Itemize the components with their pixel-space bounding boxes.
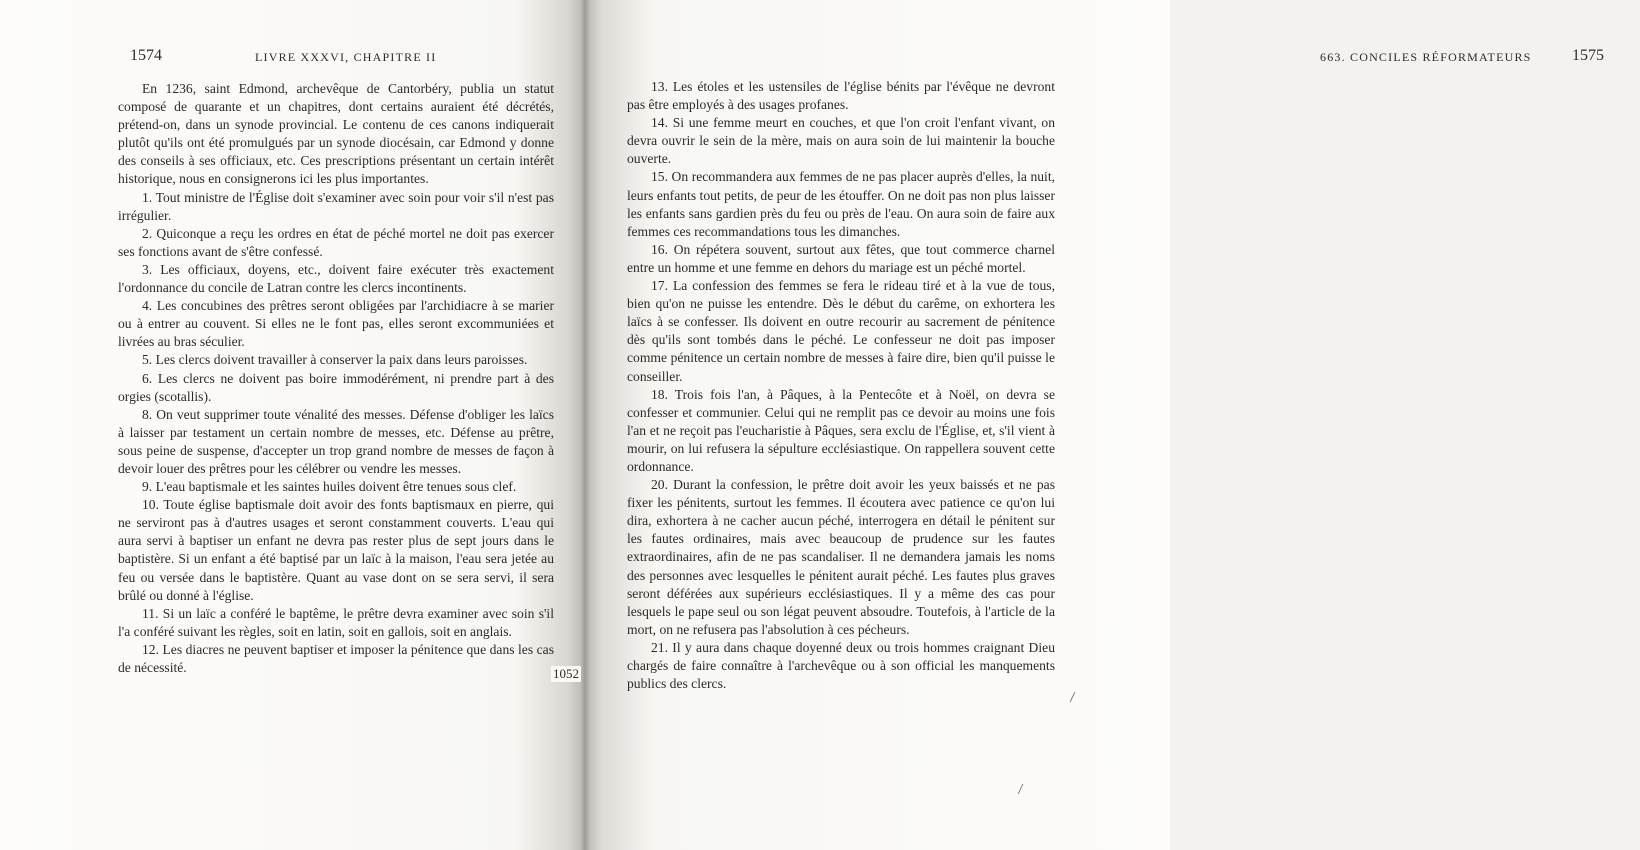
paragraph: 11. Si un laïc a conféré le baptême, le prêtre devra examiner avec soin s'il l'a conféré suivant les règles, soit en latin, soit en gallois, soit en anglais. [118,605,554,639]
paragraph: 13. Les étoles et les ustensiles de l'église bénits par l'évêque ne devront pas être employés à des usages profanes. [627,79,1055,113]
book-gutter [580,0,590,850]
left-running-title: LIVRE XXXVI, CHAPITRE II [255,50,437,64]
paragraph: 10. Toute église baptismale doit avoir des fonts baptismaux en pierre, qui ne serviront pas à d'autres usages et seront constamment couverts. L'eau qui aura servi à baptiser un enfant ne devra pas rester plus de sept jours dans le baptistère. Si un enfant a été baptisé par un laïc à la maison, l'eau sera jetée au feu ou versée dans le baptistère. Quant au vase dont on se sera servi, il sera brûlé ou donné à l'église. [118,497,554,603]
paragraph: 3. Les officiaux, doyens, etc., doivent faire exécuter très exactement l'ordonnance du concile de Latran contre les clercs incontinents. [118,261,554,296]
paragraph: 4. Les concubines des prêtres seront obligées par l'archidiacre à se marier ou à entrer au couvent. Si elles ne le font pas, elles seront excommuniées et livrées au bras séculier. [118,298,554,350]
left-text-column [118,80,554,677]
paragraph: 5. Les clercs doivent travailler à conserver la paix dans leurs paroisses. [142,352,528,368]
paragraph: 17. La confession des femmes se fera le rideau tiré et à la vue de tous, bien qu'on ne puisse les entendre. Dès le début du carême, on exhortera les laïcs à se confesser. Ils doivent en outre recourir au sacrement de pénitence dès qu'ils sont tombés dans le péché. Le confesseur ne doit pas imposer comme pénitence un certain nombre de messes à faire dire, bien qu'il puisse le conseiller. [627,278,1055,384]
right-text-column [627,78,1055,693]
paragraph: 15. On recommandera aux femmes de ne pas placer auprès d'elles, la nuit, leurs enfants tout petits, de peur de les étouffer. On ne doit pas non plus laisser les enfants sans gardien près du feu ou près de l'eau. On aura soin de faire aux femmes ces recommandations tous les dimanches. [627,169,1055,239]
paragraph: 20. Durant la confession, le prêtre doit avoir les yeux baissés et ne pas fixer les pénitents, surtout les femmes. Il écoutera avec patience ce qu'on lui dira, exhortera à ne cacher aucun péché, interrogera en détail le pénitent sur les fautes ordinaires, mais avec beaucoup de prudence sur les fautes extraordinaires, afin de ne pas scandaliser. Il ne demandera jamais les noms des personnes avec lesquelles le pénitent aurait péché. Les fautes plus graves seront déférées aux supérieurs ecclésiastiques. Il y a même des cas pour lesquels le pape seul ou son légat peuvent absoudre. Toutefois, à l'article de la mort, on ne refusera pas l'absolution à ces pécheurs. [627,477,1055,637]
paragraph: En 1236, saint Edmond, archevêque de Cantorbéry, publia un statut composé de quarante et un chapitres, dont certains auraient été décrétés, prétend-on, dans un synode provincial. Le contenu de ces canons indiquerait plutôt qu'ils ont été promulgués par un synode diocésain, car Edmond y donne des conseils à ses officiaux, etc. Ces prescriptions présentant un certain intérêt historique, nous en consignerons ici les plus importantes. [118,81,554,187]
right-page-number: 1575 [1572,47,1604,64]
left-page-number: 1574 [130,47,162,64]
margin-number: 1052 [553,666,579,681]
paragraph: 6. Les clercs ne doivent pas boire immodérément, ni prendre part à des orgies (scotallis). [118,370,554,404]
right-running-title: 663. CONCILES RÉFORMATEURS [1320,50,1532,64]
paragraph: 12. Les diacres ne peuvent baptiser et imposer la pénitence que dans les cas de nécessité. [118,641,554,675]
paragraph: 1. Tout ministre de l'Église doit s'examiner avec soin pour voir s'il n'est pas irrégulier. [118,189,554,223]
paragraph: 14. Si une femme meurt en couches, et que l'on croit l'enfant vivant, on devra ouvrir le sein de la mère, mais on aura soin de lui maintenir la bouche ouverte. [627,115,1055,167]
paragraph: 18. Trois fois l'an, à Pâques, à la Pentecôte et à Noël, on devra se confesser et communier. Celui qui ne remplit pas ce devoir au moins une fois l'an et ne reçoit pas l'eucharistie à Pâques, sera exclu de l'Église, et, s'il vient à mourir, on lui refusera la sépulture ecclésiastique. On rappellera souvent cette ordonnance. [627,386,1055,474]
paragraph: 2. Quiconque a reçu les ordres en état de péché mortel ne doit pas exercer ses fonctions avant de s'être confessé. [118,225,554,259]
paragraph: 8. On veut supprimer toute vénalité des messes. Défense d'obliger les laïcs à laisser par testament un certain nombre de messes, etc. Défense au prêtre, sous peine de suspense, d'accepter un trop grand nombre de messes de façon à devoir louer des prêtres pour les célébrer ou vendre les messes. [118,406,554,476]
paragraph: 16. On répétera souvent, surtout aux fêtes, que tout commerce charnel entre un homme et une femme en dehors du mariage est un péché mortel. [627,241,1055,275]
paragraph: 21. Il y aura dans chaque doyenné deux ou trois hommes craignant Dieu chargés de faire connaître à l'archevêque ou à son official les manquements publics des clercs. [627,639,1055,692]
paragraph: 9. L'eau baptismale et les saintes huiles doivent être tenues sous clef. [142,479,517,495]
